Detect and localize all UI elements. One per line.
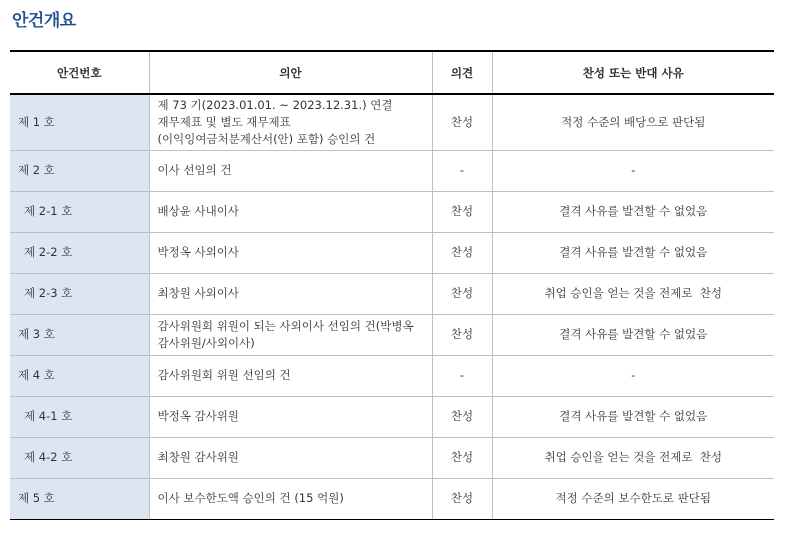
agenda-line: 감사위원회 위원 선임의 건 [157, 368, 291, 382]
cell-number: 제 1 호 [10, 94, 149, 150]
cell-opinion: - [432, 150, 492, 191]
header-reason: 찬성 또는 반대 사유 [492, 51, 774, 94]
cell-number: 제 2 호 [10, 150, 149, 191]
cell-opinion: 찬성 [432, 478, 492, 519]
cell-reason: - [492, 150, 774, 191]
agenda-line: 재무제표 및 별도 재무제표 [157, 114, 291, 129]
agenda-line: 배상윤 사내이사 [157, 204, 239, 218]
cell-opinion: 찬성 [432, 191, 492, 232]
cell-number: 제 2-1 호 [10, 191, 149, 232]
cell-reason: 취업 승인을 얻는 것을 전제로 찬성 [492, 437, 774, 478]
cell-number: 제 4 호 [10, 355, 149, 396]
cell-opinion: 찬성 [432, 273, 492, 314]
cell-reason: 결격 사유를 발견할 수 없었음 [492, 232, 774, 273]
agenda-line: 이사 보수한도액 승인의 건 (15 억원) [157, 491, 344, 505]
table-row [10, 396, 774, 437]
table-header-row [10, 51, 774, 94]
cell-number: 제 3 호 [10, 314, 149, 355]
cell-reason: - [492, 355, 774, 396]
cell-agenda [149, 396, 432, 437]
table-row [10, 478, 774, 519]
table-row [10, 150, 774, 191]
table-row [10, 355, 774, 396]
header-number: 안건번호 [10, 51, 149, 94]
cell-reason: 취업 승인을 얻는 것을 전제로 찬성 [492, 273, 774, 314]
cell-reason: 결격 사유를 발견할 수 없었음 [492, 191, 774, 232]
header-agenda: 의안 [149, 51, 432, 94]
cell-opinion: 찬성 [432, 94, 492, 150]
table-row [10, 94, 774, 150]
cell-reason: 결격 사유를 발견할 수 없었음 [492, 396, 774, 437]
cell-number: 제 2-2 호 [10, 232, 149, 273]
agenda-line: 박정옥 감사위원 [157, 409, 239, 423]
cell-opinion: 찬성 [432, 437, 492, 478]
cell-number: 제 2-3 호 [10, 273, 149, 314]
cell-number: 제 4-2 호 [10, 437, 149, 478]
page-title: 안건개요 [12, 11, 76, 31]
cell-agenda [149, 314, 432, 355]
cell-agenda [149, 437, 432, 478]
cell-agenda [149, 478, 432, 519]
cell-number: 제 5 호 [10, 478, 149, 519]
cell-number: 제 4-1 호 [10, 396, 149, 437]
cell-agenda [149, 232, 432, 273]
table-row [10, 437, 774, 478]
agenda-line: 최창원 감사위원 [157, 450, 239, 464]
agenda-line: (이익잉여금처분계산서(안) 포함) 승인의 건 [157, 131, 376, 146]
cell-reason: 적정 수준의 배당으로 판단됨 [492, 94, 774, 150]
agenda-line: 감사위원회 위원이 되는 사외이사 선임의 건(박병옥 [157, 318, 414, 333]
cell-agenda [149, 94, 432, 150]
cell-opinion: 찬성 [432, 396, 492, 437]
agenda-line: 이사 선임의 건 [157, 163, 232, 177]
cell-reason: 결격 사유를 발견할 수 없었음 [492, 314, 774, 355]
agenda-line: 최창원 사외이사 [157, 286, 239, 300]
agenda-table [10, 50, 774, 520]
cell-opinion: 찬성 [432, 314, 492, 355]
cell-agenda [149, 355, 432, 396]
cell-opinion: 찬성 [432, 232, 492, 273]
table-row [10, 273, 774, 314]
cell-agenda [149, 273, 432, 314]
table-row [10, 314, 774, 355]
agenda-line: 감사위원/사외이사) [157, 335, 255, 350]
cell-agenda [149, 150, 432, 191]
header-opinion: 의견 [432, 51, 492, 94]
table-row [10, 232, 774, 273]
table-body [10, 94, 774, 519]
table-row [10, 191, 774, 232]
cell-opinion: - [432, 355, 492, 396]
agenda-line: 제 73 기(2023.01.01. ~ 2023.12.31.) 연결 [157, 97, 393, 112]
cell-agenda [149, 191, 432, 232]
agenda-line: 박정옥 사외이사 [157, 245, 239, 259]
cell-reason: 적정 수준의 보수한도로 판단됨 [492, 478, 774, 519]
